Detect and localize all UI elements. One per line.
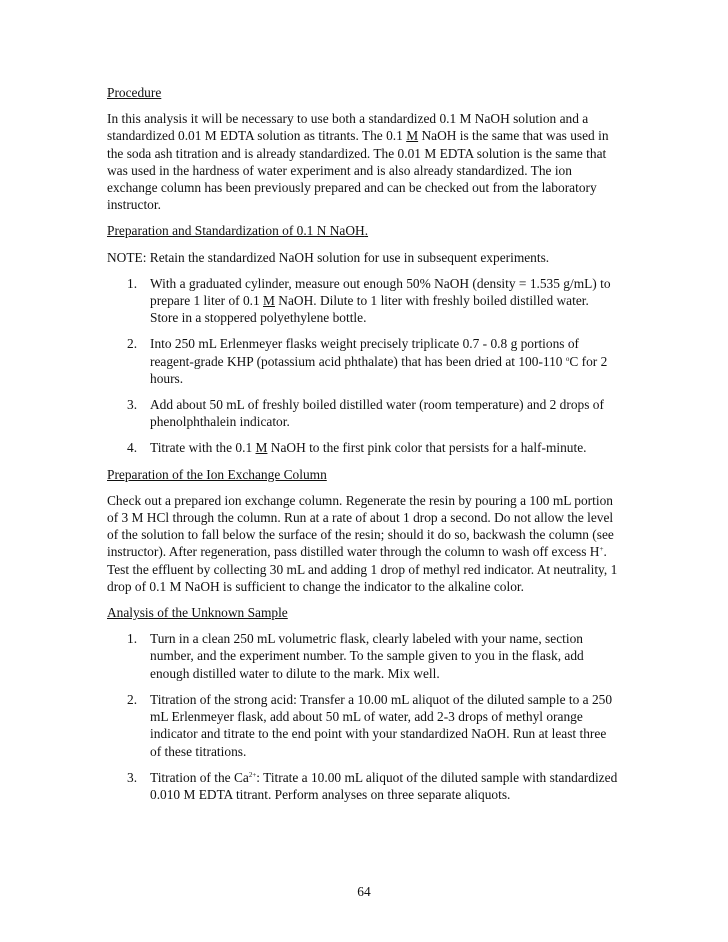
list-item xyxy=(107,691,619,760)
procedure-heading: Procedure xyxy=(107,85,162,100)
step-text: Turn in a clean 250 mL volumetric flask, clearly labeled with your name, section number, and the experiment number. To the sample given to you in the flask, add enough distilled water to dilute to the mark. Mix well. xyxy=(150,631,584,681)
naoh-prep-heading-period: . xyxy=(364,223,369,239)
step-text-2: NaOH. Dilute to 1 liter with freshly boiled distilled water. Store in a stoppered polyethylene bottle. xyxy=(150,293,589,326)
list-item xyxy=(107,769,619,803)
list-number: 1. xyxy=(127,631,138,647)
degree-sign: o xyxy=(565,354,570,363)
procedure-intro xyxy=(107,110,619,213)
analysis-heading: Analysis of the Unknown Sample xyxy=(107,605,288,621)
column-prep-paragraph xyxy=(107,492,619,595)
naoh-note: NOTE: Retain the standardized NaOH solution for use in subsequent experiments. xyxy=(107,249,550,265)
molar-unit: M xyxy=(255,440,268,456)
list-number: 2. xyxy=(127,336,138,352)
calcium-charge: 2+ xyxy=(248,770,257,779)
page-number: 64 xyxy=(357,884,371,899)
step-text-1: With a graduated cylinder, measure out enough 50% NaOH (density = 1.535 g/mL) to prepare 1 liter of 0.1 xyxy=(150,275,611,309)
list-number: 4. xyxy=(127,440,138,456)
list-item xyxy=(107,335,619,387)
analysis-steps-list xyxy=(107,630,619,803)
molar-unit: M xyxy=(263,293,275,309)
naoh-prep-heading xyxy=(107,222,619,239)
list-number: 3. xyxy=(127,397,138,413)
step-text: Add about 50 mL of freshly boiled distilled water (room temperature) and 2 drops of phenolphthalein indicator. xyxy=(150,397,604,430)
naoh-steps-list xyxy=(107,275,619,457)
document-body xyxy=(107,84,619,812)
step-text-2: NaOH to the first pink color that persists for a half-minute. xyxy=(267,440,587,456)
naoh-prep-heading-text: Preparation and Standardization of 0.1 N NaOH xyxy=(107,223,365,239)
intro-text-1: In this analysis it will be necessary to use both a standardized 0.1 M NaOH solution and a standardized 0.01 M EDTA solution as titrants. The 0.1 xyxy=(107,111,589,144)
intro-text-2: NaOH is the same that was used in the soda ash titration and is already standardized. The 0.01 M EDTA solution is the same that was used in the hardness of water experiment and is also already standardized. The ion exchange column has been previously prepared and can be checked out from the laboratory instructor. xyxy=(107,128,609,213)
list-number: 2. xyxy=(127,691,138,707)
step-text-1: Into 250 mL Erlenmeyer flasks weight precisely triplicate 0.7 - 0.8 g portions of reagent-grade KHP (potassium acid phthalate) that has been dried at 100-110 xyxy=(150,336,580,369)
list-item xyxy=(107,275,619,327)
list-item xyxy=(107,396,619,430)
column-prep-heading: Preparation of the Ion Exchange Column xyxy=(107,466,327,482)
step-text: Titration of the strong acid: Transfer a 10.00 mL aliquot of the diluted sample to a 250 mL Erlenmeyer flask, add about 50 mL of water, add 2-3 drops of methyl orange indicator and titrate to the end point with your standardized NaOH. Run at least three of these titrations. xyxy=(150,691,613,759)
list-item xyxy=(107,439,619,456)
intro-molar-unit: M xyxy=(406,128,419,144)
step-text-2: C for 2 hours. xyxy=(150,353,608,386)
column-text-2: . Test the effluent by collecting 30 mL and adding 1 drop of methyl red indicator. At neutrality, 1 drop of 0.1 M NaOH is sufficient to change the indicator to the alkaline color. xyxy=(107,544,618,594)
list-number: 3. xyxy=(127,769,138,785)
list-item xyxy=(107,630,619,682)
step-text-2: : Titrate a 10.00 mL aliquot of the diluted sample with standardized 0.010 M EDTA titrant. Perform analyses on three separate aliquots. xyxy=(150,769,618,802)
step-text-1: Titration of the Ca xyxy=(150,769,249,785)
list-number: 1. xyxy=(127,275,138,291)
column-text-1: Check out a prepared ion exchange column. Regenerate the resin by pouring a 100 mL portion of 3 M HCl through the column. Run at a rate of about 1 drop a second. Do not allow the level of the solution to fall below the surface of the resin; should it do so, backwash the column (see instructor). After regeneration, pass distilled water through the column to wash off excess H xyxy=(107,492,614,560)
step-text-1: Titrate with the 0.1 xyxy=(150,440,256,456)
hydrogen-charge: + xyxy=(599,545,604,554)
